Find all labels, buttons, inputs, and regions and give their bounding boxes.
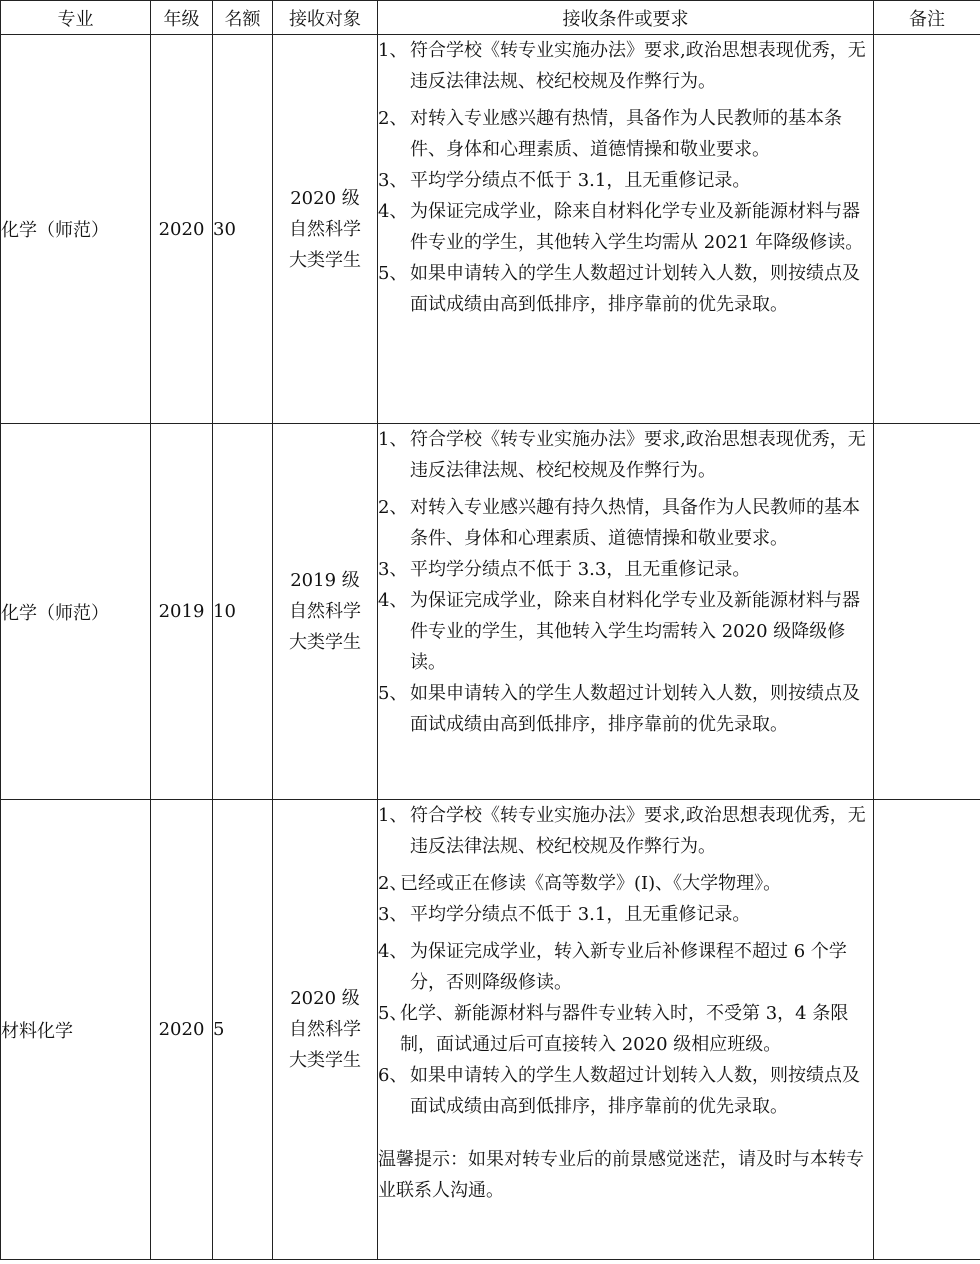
target-line1: 自然科学 [289,1019,361,1040]
requirement-item: 1、 符合学校《转专业实施办法》要求,政治思想表现优秀，无违反法律法规、校纪校规及作弊行为。 [378,40,866,92]
requirements-cell [378,424,874,800]
requirement-item: 4、 为保证完成学业，除来自材料化学专业及新能源材料与器件专业的学生，其他转入学生均需从 2021 年降级修读。 [378,201,864,253]
header-note: 备注 [874,1,980,35]
table-row [1,800,980,1260]
target-line2: 大类学生 [289,249,361,271]
requirement-item: 2、 已经或正在修读《高等数学》(Ⅰ)、《大学物理》。 [378,873,782,894]
target-line2: 大类学生 [289,632,361,653]
requirement-item: 3、 平均学分绩点不低于 3.3，且无重修记录。 [378,559,751,580]
table-row [1,424,980,800]
target-grade: 2020 级 [290,187,360,209]
requirement-item: 5、 如果申请转入的学生人数超过计划转入人数，则按绩点及面试成绩由高到低排序，排序靠前的优先录取。 [378,683,860,735]
requirement-item: 2、 对转入专业感兴趣有热情，具备作为人民教师的基本条件、身体和心理素质、道德情操和敬业要求。 [378,108,842,160]
header-requirements: 接收条件或要求 [378,1,874,35]
major-cell: 化学（师范） [1,35,151,424]
requirement-item: 4、 为保证完成学业，除来自材料化学专业及新能源材料与器件专业的学生，其他转入学生均需转入 2020 级降级修读。 [378,590,860,673]
requirement-item: 6、 如果申请转入的学生人数超过计划转入人数，则按绩点及面试成绩由高到低排序，排序靠前的优先录取。 [378,1065,860,1117]
requirement-item: 5、 如果申请转入的学生人数超过计划转入人数，则按绩点及面试成绩由高到低排序，排序靠前的优先录取。 [378,263,860,315]
reminder-note: 温馨提示：如果对转专业后的前景感觉迷茫，请及时与本转专业联系人沟通。 [378,1149,864,1201]
requirement-item: 4、 为保证完成学业，转入新专业后补修课程不超过 6 个学分，否则降级修读。 [378,941,847,993]
grade-cell: 2020 [151,800,213,1260]
grade-cell: 2019 [151,424,213,800]
note-cell [874,35,980,424]
requirements-cell [378,800,874,1260]
target-grade: 2020 级 [290,988,360,1009]
quota-cell: 30 [213,35,273,424]
target-cell [273,800,378,1260]
requirement-item: 3、 平均学分绩点不低于 3.1，且无重修记录。 [378,170,751,191]
grade-cell: 2020 [151,35,213,424]
target-line1: 自然科学 [289,601,361,622]
quota-cell: 5 [213,800,273,1260]
quota-cell: 10 [213,424,273,800]
requirement-item: 2、 对转入专业感兴趣有持久热情，具备作为人民教师的基本条件、身体和心理素质、道德情操和敬业要求。 [378,497,860,549]
header-row [1,1,980,35]
target-cell [273,424,378,800]
requirement-item: 1、 符合学校《转专业实施办法》要求,政治思想表现优秀，无违反法律法规、校纪校规及作弊行为。 [378,805,866,857]
target-line2: 大类学生 [289,1050,361,1071]
note-cell [874,800,980,1260]
requirement-item: 3、 平均学分绩点不低于 3.1，且无重修记录。 [378,904,751,925]
header-target: 接收对象 [273,1,378,35]
target-line1: 自然科学 [289,218,361,240]
major-cell: 材料化学 [1,800,151,1260]
header-quota: 名额 [213,1,273,35]
header-major: 专业 [1,1,151,35]
target-grade: 2019 级 [290,570,360,591]
target-cell [273,35,378,424]
requirements-cell [378,35,874,424]
requirement-item: 5、 化学、新能源材料与器件专业转入时，不受第 3，4 条限制，面试通过后可直接转入 2020 级相应班级。 [378,1003,849,1055]
note-cell [874,424,980,800]
header-grade: 年级 [151,1,213,35]
requirement-item: 1、 符合学校《转专业实施办法》要求,政治思想表现优秀，无违反法律法规、校纪校规及作弊行为。 [378,429,866,481]
table-row [1,35,980,424]
major-cell: 化学（师范） [1,424,151,800]
